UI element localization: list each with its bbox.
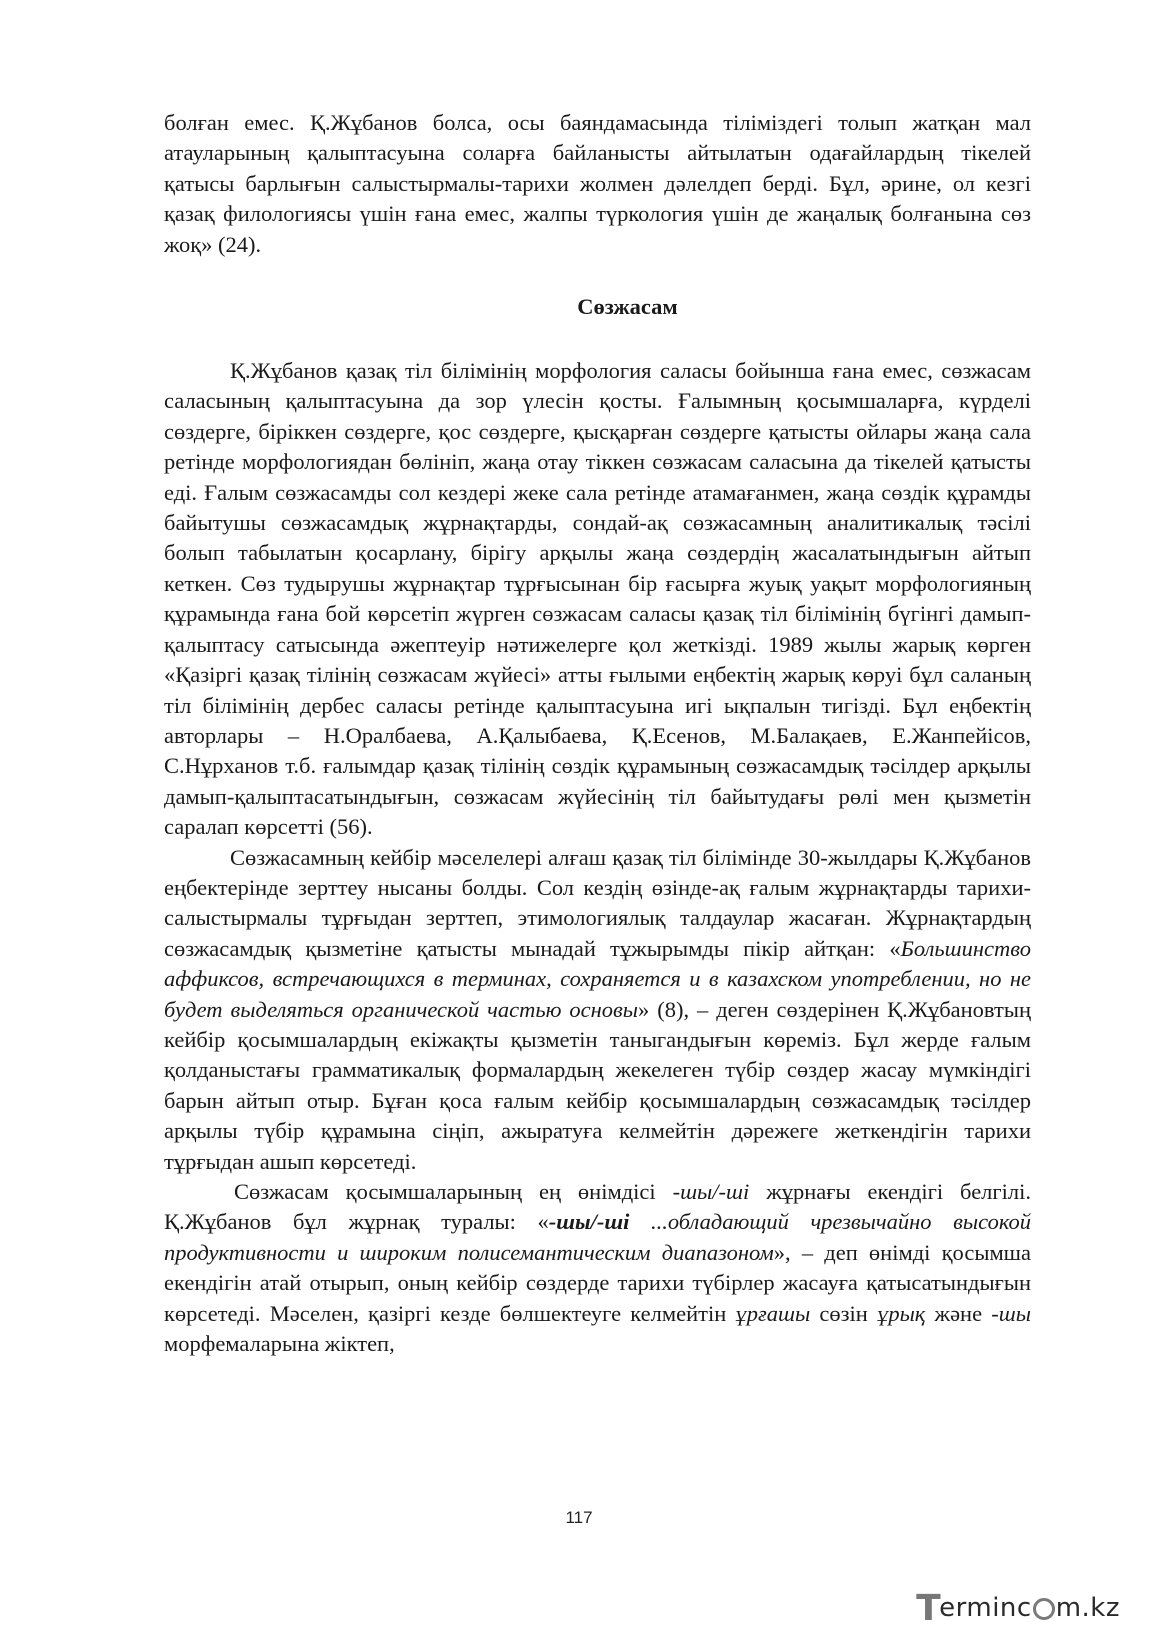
paragraph-4-text-e: және: [925, 1300, 992, 1326]
watermark-text-2: m.kz: [1055, 1593, 1120, 1623]
termincom-watermark: [916, 1587, 1120, 1629]
page-number: 117: [565, 1508, 593, 1527]
paragraph-1: болған емес. Қ.Жұбанов болса, осы баяндамасында тіліміздегі толып жатқан мал атауларының қалыптасуына соларға байланысты айтылатын одағайлардың тікелей қатысы барлығын салыстырмалы-тарихи жолмен дәлелдеп берді. Бұл, әрине, ол кезгі қазақ филологиясы үшін ғана емес, жалпы түркология үшін де жаңалық болғанына сөз жоқ» (24).: [164, 110, 1031, 257]
watermark-text-1: erminc: [939, 1593, 1032, 1623]
paragraph-4-text-b: жұрнағы екендігі белгілі. Қ.Жұбанов бұл жұрнақ туралы: «: [164, 1179, 1031, 1235]
word-italic-3: -шы: [991, 1300, 1032, 1326]
suffix-bold-italic: -шы/-ші: [548, 1209, 630, 1235]
paragraph-3-text-b: » (8), – деген сөздерінен Қ.Жұбановтың кейбір қосымшалардың екіжақты қызметін таныгандығын көреміз. Бұл жерде ғалым қолданыстағы грамматикалық формалардың жекелеген түбір сөздер жасау мүмкіндігі барын айтып отыр. Бұған қоса ғалым кейбір қосымшалардың сөзжасамдық тәсілдер арқылы түбір құрамына сіңіп, ажыратуға келмейтін дәрежеге жеткендігін тарихи тұрғыдан ашып көрсетеді.: [164, 996, 1031, 1174]
watermark-t: T: [916, 1587, 942, 1629]
watermark-o-circle-icon: [1033, 1598, 1055, 1620]
paragraph-3-text-a: Сөзжасамның кейбір мәселелері алғаш қазақ тіл білімінде 30-жылдары Қ.Жұбанов еңбектерінде зерттеу нысаны болды. Сол кездің өзінде-ақ ғалым жұрнақтарды тарихи-салыстырмалы тұрғыдан зерттеп, этимологиялық талдаулар жасаған. Жұрнақтардың сөзжасамдық қызметіне қатысты мынадай тұжырымды пікір айтқан: «: [164, 844, 1031, 961]
paragraph-2: Қ.Жұбанов қазақ тіл білімінің морфология саласы бойынша ғана емес, сөзжасам саласының қалыптасуына да зор үлесін қосты. Ғалымның қосымшаларға, күрделі сөздерге, біріккен сөздерге, қос сөздерге, қысқарған сөздерге қатысты ойлары жаңа сала ретінде морфологиядан бөлініп, жаңа отау тіккен сөзжасам саласына да тікелей қатысты еді. Ғалым сөзжасамды сол кездері жеке сала ретінде атамағанмен, жаңа сөздік құрамды байытушы сөзжасамдық жұрнақтарды, сондай-ақ сөзжасамның аналитикалық тәсілі болып табылатын қосарлану, бірігу арқылы жаңа сөздердің жасалатындығын айтып кеткен. Сөз тудырушы жұрнақтар тұрғысынан бір ғасырға жуық уақыт морфологияның құрамында ғана бой көрсетіп жүрген сөзжасам саласы қазақ тіл білімінің бүгінгі дамып-қалыптасу сатысында әжептеуір нәтижелерге қол жеткізді. 1989 жылы жарық көрген «Қазіргі қазақ тілінің сөзжасам жүйесі» атты ғылыми еңбектің жарық көруі бұл саланың тіл білімінің дербес саласы ретінде қалыптасуына игі ықпалын тигізді. Бұл еңбектің авторлары – Н.Оралбаева, А.Қалыбаева, Қ.Есенов, М.Балақаев, Е.Жанпейісов, С.Нұрханов т.б. ғалымдар қазақ тілінің сөздік құрамының сөзжасамдық тәсілдер арқылы дамып-қалыптасатындығын, сөзжасам жүйесінің тіл байытудағы рөлі мен қызметін саралап көрсетті (56).: [164, 358, 1031, 840]
document-page: [164, 108, 1031, 1359]
paragraph-4-text-c: », – деп өнімді қосымша екендігін атай отырып, оның кейбір сөздерде тарихи түбірлер жасауға қатысатындығын көрсетеді. Мәселен, қазіргі кезде бөлшектеуге келмейтін: [164, 1239, 1031, 1326]
paragraph-4-quote: ...обладающий чрезвычайно высокой продуктивности и широким полисемантическим диапазоном: [164, 1209, 1031, 1265]
word-italic-1: ұрғашы: [735, 1300, 811, 1326]
paragraph-3: [164, 843, 1031, 1177]
word-italic-2: ұрық: [877, 1300, 926, 1326]
paragraph-3-quote: Большинство аффиксов, встречающихся в терминах, сохраняется и в казахском употреблении, но не будет выделяться органической частью основы: [164, 935, 1031, 1022]
paragraph-4: [164, 1177, 1031, 1359]
suffix-italic-1: -шы/-ші: [672, 1179, 750, 1204]
paragraph-4-text-d: сөзін: [810, 1300, 878, 1326]
section-heading: Сөзжасам: [577, 294, 678, 320]
paragraph-4-text-a: Сөзжасам қосымшаларының ең өнімдісі: [234, 1179, 673, 1204]
paragraph-4-text-f: морфемаларына жіктеп,: [164, 1331, 395, 1357]
